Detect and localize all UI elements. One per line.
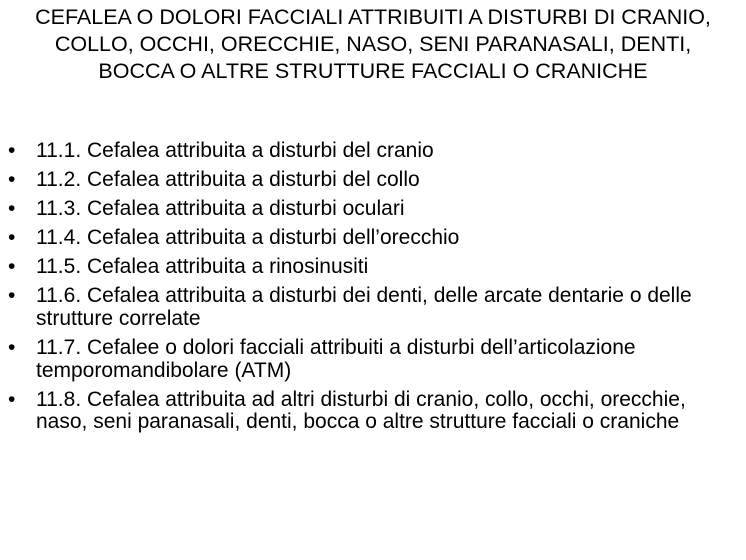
list-item-text: 11.8. Cefalea attribuita ad altri disturbi di cranio, collo, occhi, orecchie, naso, seni paranasali, denti, bocca o altre strutture facciali o craniche <box>36 387 686 434</box>
bullet-marker: • <box>8 387 16 411</box>
bullet-marker: • <box>8 197 16 221</box>
list-item <box>0 198 746 221</box>
list-item-text: 11.2. Cefalea attribuita a disturbi del collo <box>36 168 420 192</box>
bullet-marker: • <box>8 284 16 308</box>
list-item-text: 11.6. Cefalea attribuita a disturbi dei denti, delle arcate dentarie o delle strutture correlate <box>36 284 692 330</box>
bullet-marker: • <box>8 336 16 360</box>
list-item <box>0 140 746 163</box>
list-item <box>0 227 746 250</box>
bullet-marker: • <box>8 168 16 192</box>
bullet-list <box>0 140 746 440</box>
list-item-text: 11.3. Cefalea attribuita a disturbi oculari <box>36 197 405 221</box>
list-item-text: 11.5. Cefalea attribuita a rinosinusiti <box>36 255 369 279</box>
bullet-marker: • <box>8 255 16 279</box>
list-item-text: 11.7. Cefalee o dolori facciali attribuiti a disturbi dell’articolazione temporomandibolare (ATM) <box>36 336 636 382</box>
list-item-text: 11.4. Cefalea attribuita a disturbi dell’orecchio <box>36 226 460 250</box>
list-item <box>0 256 746 279</box>
list-item-text: 11.1. Cefalea attribuita a disturbi del cranio <box>36 139 434 162</box>
list-item <box>0 337 746 382</box>
list-item <box>0 389 746 434</box>
list-item <box>0 285 746 330</box>
bullet-marker: • <box>8 139 16 162</box>
list-item <box>0 169 746 192</box>
bullet-marker: • <box>8 226 16 250</box>
slide-title: CEFALEA O DOLORI FACCIALI ATTRIBUITI A DISTURBI DI CRANIO, COLLO, OCCHI, ORECCHIE, NASO, SENI PARANASALI, DENTI, BOCCA O ALTRE STRUTTURE FACCIALI O CRANICHE <box>35 5 711 83</box>
